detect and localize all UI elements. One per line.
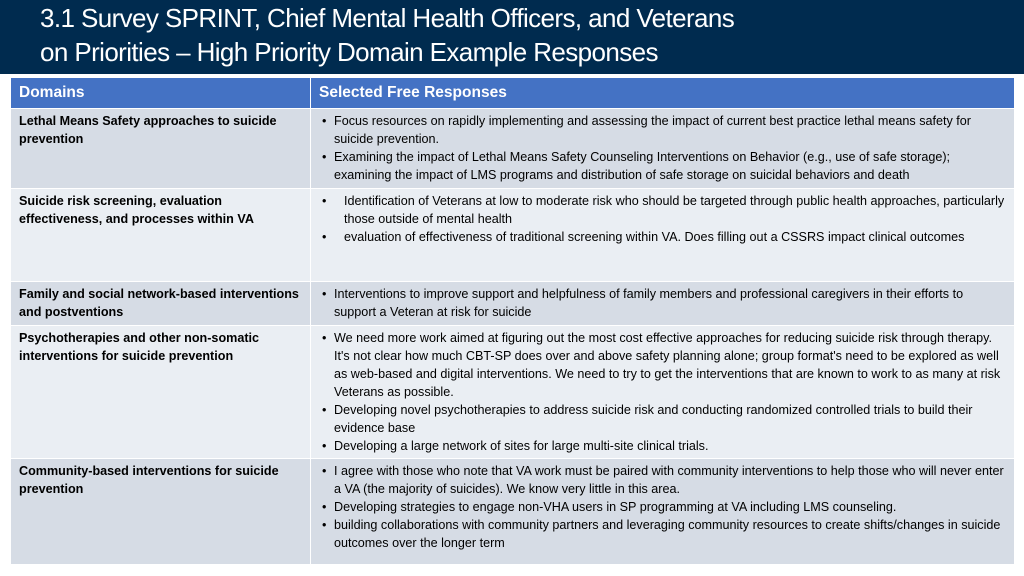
response-item: • Focus resources on rapidly implementing and assessing the impact of current best practice lethal means safety for suicide prevention. [319, 112, 1006, 148]
domain-cell: Suicide risk screening, evaluation effectiveness, and processes within VA [11, 189, 311, 282]
responses-table-wrapper [10, 77, 1014, 565]
table-row [11, 109, 1015, 189]
slide-title-line-2: on Priorities – High Priority Domain Example Responses [40, 37, 658, 67]
title-bar [0, 0, 1024, 74]
responses-cell [311, 109, 1015, 189]
responses-cell [311, 189, 1015, 282]
table-row [11, 459, 1015, 565]
response-item: • Developing strategies to engage non-VHA users in SP programming at VA including LMS counseling. [319, 498, 1006, 516]
header-domains: Domains [11, 78, 311, 109]
table-row [11, 282, 1015, 326]
responses-cell [311, 459, 1015, 565]
response-item: • Interventions to improve support and helpfulness of family members and professional caregivers in their efforts to support a Veteran at risk for suicide [319, 285, 1006, 321]
header-selected-free-responses: Selected Free Responses [311, 78, 1015, 109]
response-item: • Examining the impact of Lethal Means Safety Counseling Interventions on Behavior (e.g., use of safe storage); examining the impact of LMS programs and distribution of safe storage on suicidal behaviors and death [319, 148, 1006, 184]
response-item: • evaluation of effectiveness of traditional screening within VA. Does filling out a CSSRS impact clinical outcomes [319, 228, 1006, 246]
response-item: • We need more work aimed at figuring out the most cost effective approaches for reducing suicide risk through therapy. It's not clear how much CBT-SP does over and above safety planning alone; group format's need to be explored as well as web-based and digital interventions. We need to try to get the interventions that are known to work to as many at risk Veterans as possible. [319, 329, 1006, 401]
response-item: • Developing a large network of sites for large multi-site clinical trials. [319, 437, 1006, 455]
slide-title-line-1: 3.1 Survey SPRINT, Chief Mental Health Officers, and Veterans [40, 3, 735, 33]
response-list [319, 462, 1006, 552]
table-header-row [11, 78, 1015, 109]
table-row [11, 326, 1015, 459]
responses-cell [311, 282, 1015, 326]
responses-cell [311, 326, 1015, 459]
response-item: • Developing novel psychotherapies to address suicide risk and conducting randomized controlled trials to build their evidence base [319, 401, 1006, 437]
domain-cell: Family and social network-based interventions and postventions [11, 282, 311, 326]
domain-cell: Psychotherapies and other non-somatic interventions for suicide prevention [11, 326, 311, 459]
response-item: • Identification of Veterans at low to moderate risk who should be targeted through public health approaches, particularly those outside of mental health [319, 192, 1006, 228]
response-item: • I agree with those who note that VA work must be paired with community interventions to help those who will never enter a VA (the majority of suicides). We know very little in this area. [319, 462, 1006, 498]
response-list [319, 192, 1006, 246]
response-list [319, 112, 1006, 184]
response-list [319, 329, 1006, 455]
responses-table [10, 77, 1015, 565]
domain-cell: Community-based interventions for suicide prevention [11, 459, 311, 565]
table-row [11, 189, 1015, 282]
response-list [319, 285, 1006, 321]
response-item: • building collaborations with community partners and leveraging community resources to create shifts/changes in suicide outcomes over the longer term [319, 516, 1006, 552]
domain-cell: Lethal Means Safety approaches to suicide prevention [11, 109, 311, 189]
slide-title [40, 1, 1000, 69]
